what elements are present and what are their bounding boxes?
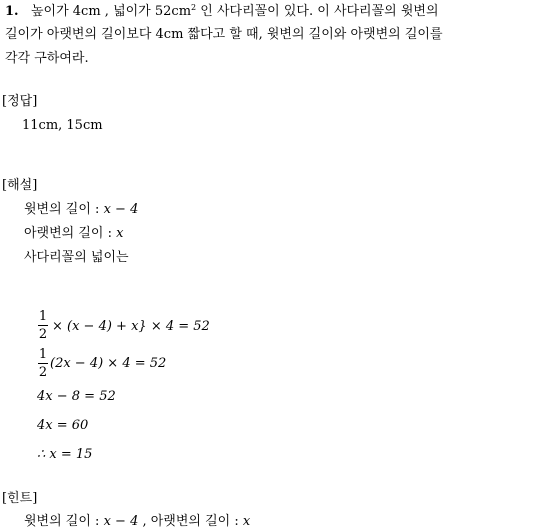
eq2-fraction	[37, 347, 49, 380]
problem-number: 1.	[5, 4, 19, 19]
explanation-header: [해설]	[2, 178, 38, 193]
bottom-side-expr: x	[116, 226, 124, 241]
hint-line	[24, 514, 250, 530]
equation-1: × (x − 4) + x} × 4 = 52	[52, 319, 210, 334]
problem-text-1a: 높이가 4cm , 넓이가 52cm	[30, 4, 192, 19]
bottom-side-label: 아랫변의 길이 :	[24, 226, 117, 241]
hint-expr-b: x	[242, 514, 251, 529]
eq2-denominator: 2	[38, 365, 48, 380]
top-side-expr: x − 4	[103, 202, 139, 217]
hint-text-a: 윗변의 길이 :	[24, 514, 104, 529]
eq1-fraction	[37, 309, 49, 342]
problem-text-1b: 인 사다리꼴이 있다. 이 사다리꼴의 윗변의	[196, 4, 439, 19]
answer-header: [정답]	[2, 94, 38, 109]
area-label: 사다리꼴의 넓이는	[24, 250, 129, 265]
problem-line-2: 길이가 아랫변의 길이보다 4cm 짧다고 할 때, 윗변의 길이와 아랫변의 길이를	[5, 27, 443, 42]
equation-4: 4x = 60	[37, 418, 89, 433]
equation-3: 4x − 8 = 52	[37, 389, 116, 404]
explanation-bottom-line	[24, 226, 123, 242]
problem-line-3: 각각 구하여라.	[5, 51, 89, 66]
eq1-denominator: 2	[38, 327, 48, 342]
eq2-numerator: 1	[38, 347, 48, 362]
explanation-top-line	[24, 202, 138, 218]
hint-expr-a: x − 4	[103, 514, 139, 529]
equation-5: ∴ x = 15	[37, 447, 93, 462]
top-side-label: 윗변의 길이 :	[24, 202, 104, 217]
hint-header: [힌트]	[2, 491, 38, 506]
problem-superscript: 2	[191, 3, 197, 12]
eq1-fraction-bar	[38, 325, 48, 326]
problem-line-1	[5, 4, 439, 20]
eq1-numerator: 1	[38, 309, 48, 324]
answer-value: 11cm, 15cm	[22, 118, 103, 133]
hint-text-b: , 아랫변의 길이 :	[138, 514, 243, 529]
eq2-fraction-bar	[38, 363, 48, 364]
equation-2: (2x − 4) × 4 = 52	[50, 356, 167, 371]
